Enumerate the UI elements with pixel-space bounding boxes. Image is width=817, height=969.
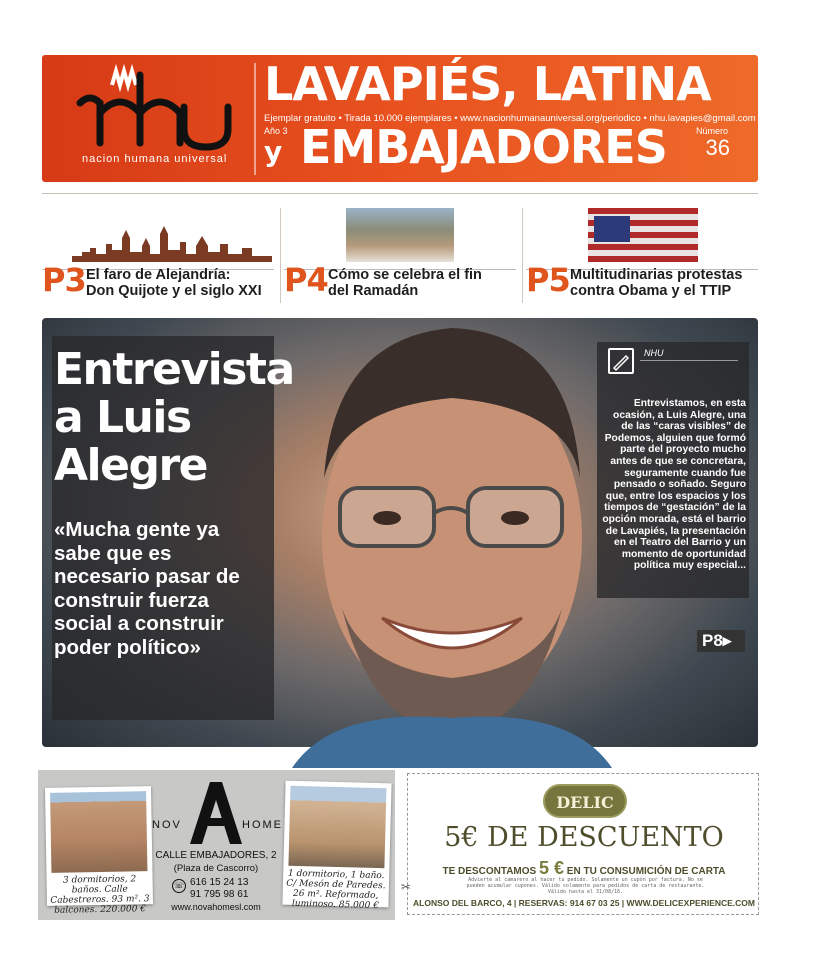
novahome-logo xyxy=(150,778,282,848)
page-number: P4 xyxy=(284,261,328,299)
phone-numbers: 616 15 24 13 91 795 98 61 xyxy=(190,877,249,900)
skyline-image xyxy=(72,208,272,262)
teaser-p3[interactable] xyxy=(42,203,274,303)
delic-coupon[interactable] xyxy=(407,773,759,915)
page-number: P5 xyxy=(526,261,570,299)
teaser-p5[interactable] xyxy=(526,203,758,303)
title-line-1: LAVAPIÉS, LATINA xyxy=(264,57,711,111)
pull-quote: «Mucha gente ya sabe que es necesario pasar de construir fuerza social a construir poder político» xyxy=(54,518,240,659)
crowd-photo xyxy=(346,208,454,262)
svg-text:NOV: NOV xyxy=(152,819,182,831)
listing-photo-2 xyxy=(282,781,391,912)
column-separator xyxy=(522,208,523,303)
cover-headline: Entrevista a Luis Alegre xyxy=(54,344,294,491)
teaser-headline: Multitudinarias protestas contra Obama y el TTIP xyxy=(570,267,743,299)
teaser-headline: El faro de Alejandría: Don Quijote y el siglo XXI xyxy=(86,267,262,299)
cover-story[interactable] xyxy=(42,318,758,747)
title-conjunction: y xyxy=(264,135,283,168)
portrait-photo xyxy=(272,308,632,768)
page-reference-button[interactable]: P8▸ xyxy=(697,630,745,652)
year-label: Año 3 xyxy=(264,126,288,136)
column-separator xyxy=(280,208,281,303)
svg-text:HOME: HOME xyxy=(242,819,283,831)
edition-info: Ejemplar gratuito • Tirada 10.000 ejemplares • www.nacionhumanauniversal.org/periodico • nhu.lavapies@gmail.com • Agosto 2016 xyxy=(264,113,817,124)
address: CALLE EMBAJADORES, 2 xyxy=(155,850,277,861)
building-image xyxy=(50,791,147,873)
phone-icon: ☏ xyxy=(172,879,186,893)
discount-headline: 5€ DE DESCUENTO xyxy=(444,822,724,853)
website-link[interactable]: www.novahomesl.com xyxy=(171,902,261,912)
page-number: P3 xyxy=(42,261,86,299)
protest-photo xyxy=(588,208,698,262)
teaser-p4[interactable] xyxy=(284,203,516,303)
coupon-footer: ALONSO DEL BARCO, 4 | RESERVAS: 914 67 03 25 | WWW.DELICEXPERIENCE.COM xyxy=(413,898,755,908)
address-detail: (Plaza de Cascorro) xyxy=(173,863,259,874)
intro-text: Entrevistamos, en esta ocasión, a Luis Alegre, una de las “caras visibles” de Podemos, alguien que formó parte del proyecto mucho antes de que se concretara, seguramente cuando fue pensado o soñado. Seguro que, entre los espacios y los tiempos de “gestación” de la opción morada, está el barrio de Lavapiés, la presentación en el Teatro del Barrio y un momento de oportunidad política muy especial... xyxy=(602,398,746,572)
byline: NHU xyxy=(644,348,664,358)
listing-caption: 3 dormitorios, 2 baños. Calle Cabestreros. 93 m². 3 balcones. 220.000 € xyxy=(50,874,150,916)
coupon-terms: Advierte al camarero al hacer tu pedido. Solamente un cupón por factura. No se pueden acumular cupones. Válido solamente para pedidos de carta de restaurante. Válido hasta el 31/08/16. xyxy=(466,877,705,895)
delic-logo: DELIC xyxy=(543,784,627,818)
logo-subtitle: nacion humana universal xyxy=(82,153,228,165)
title-line-2: EMBAJADORES xyxy=(300,120,667,174)
masthead-divider xyxy=(254,63,256,175)
byline-rule xyxy=(640,360,738,361)
street-image xyxy=(288,786,386,868)
novahome-brand-block xyxy=(150,778,282,913)
discount-subline: TE DESCONTAMOS 5 € EN TU CONSUMICIÓN DE CARTA xyxy=(442,858,726,878)
teaser-headline: Cómo se celebra el fin del Ramadán xyxy=(328,267,482,299)
listing-photo-1 xyxy=(45,786,153,916)
issue-number: 36 xyxy=(705,135,730,160)
issue-label: Número xyxy=(695,126,728,136)
pen-icon xyxy=(608,348,634,374)
masthead xyxy=(42,55,817,182)
divider xyxy=(42,193,758,194)
listing-caption: 1 dormitorio, 1 baño. C/ Mesón de Paredes. 26 m². Reformado, luminoso. 85.000 € xyxy=(286,868,386,912)
scissors-icon: ✂ xyxy=(401,880,412,894)
flag-canton xyxy=(594,216,630,242)
